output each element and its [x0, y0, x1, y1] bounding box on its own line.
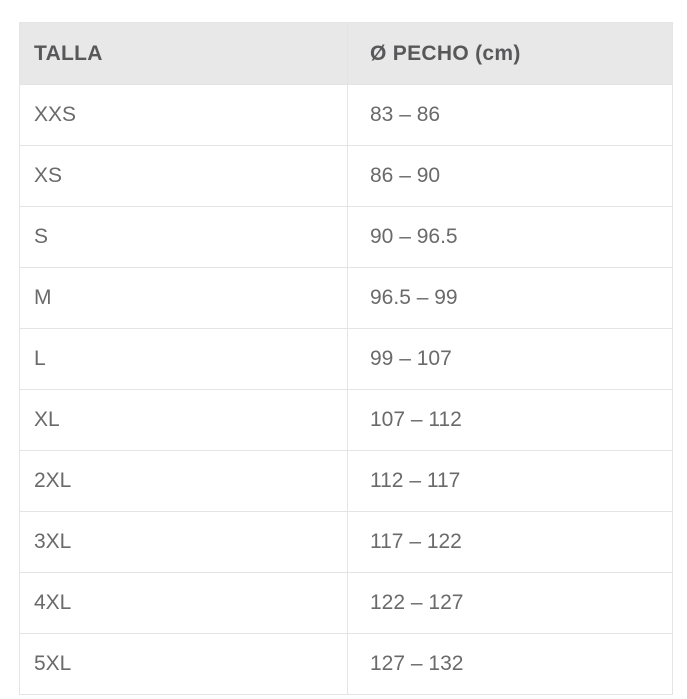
chest-measurement-cell: 117 – 122	[348, 512, 673, 573]
chest-measurement-cell: 112 – 117	[348, 451, 673, 512]
size-cell: XS	[20, 146, 348, 207]
chest-measurement-cell: 127 – 132	[348, 634, 673, 695]
size-chart-table	[19, 22, 673, 695]
column-header-pecho: Ø PECHO (cm)	[348, 23, 673, 85]
table-row	[20, 512, 673, 573]
chest-measurement-cell: 99 – 107	[348, 329, 673, 390]
chest-measurement-cell: 122 – 127	[348, 573, 673, 634]
table-row	[20, 85, 673, 146]
chest-measurement-cell: 96.5 – 99	[348, 268, 673, 329]
table-row	[20, 573, 673, 634]
size-cell: 2XL	[20, 451, 348, 512]
size-cell: M	[20, 268, 348, 329]
table-row	[20, 634, 673, 695]
size-cell: XL	[20, 390, 348, 451]
table-body	[20, 85, 673, 695]
chest-measurement-cell: 90 – 96.5	[348, 207, 673, 268]
column-header-talla: TALLA	[20, 23, 348, 85]
size-cell: 5XL	[20, 634, 348, 695]
table-row	[20, 268, 673, 329]
chest-measurement-cell: 86 – 90	[348, 146, 673, 207]
size-cell: L	[20, 329, 348, 390]
table-row	[20, 207, 673, 268]
size-cell: XXS	[20, 85, 348, 146]
size-cell: 3XL	[20, 512, 348, 573]
chest-measurement-cell: 83 – 86	[348, 85, 673, 146]
size-cell: S	[20, 207, 348, 268]
table-header-row	[20, 23, 673, 85]
chest-measurement-cell: 107 – 112	[348, 390, 673, 451]
table-row	[20, 146, 673, 207]
table-row	[20, 390, 673, 451]
table-row	[20, 329, 673, 390]
size-cell: 4XL	[20, 573, 348, 634]
table-row	[20, 451, 673, 512]
